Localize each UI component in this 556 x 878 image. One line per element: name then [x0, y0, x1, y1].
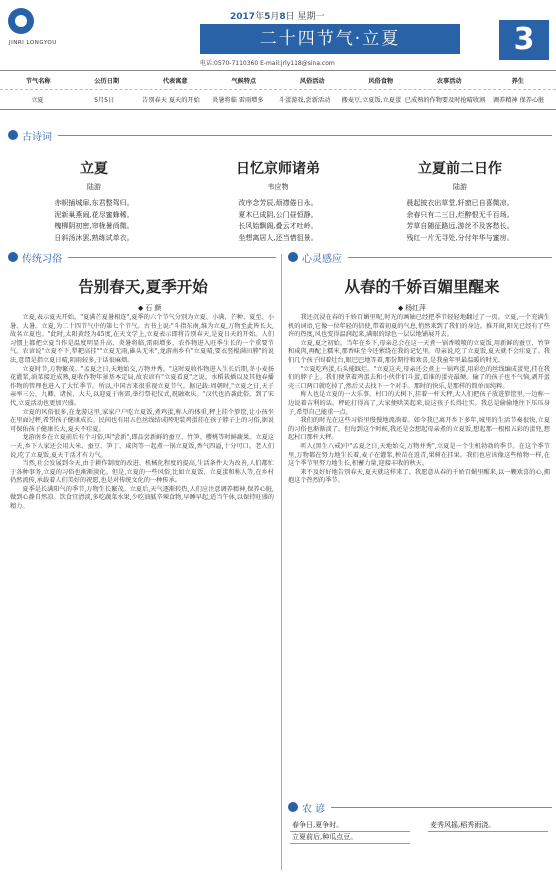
- logo-text: JINRI LONGYOU: [9, 40, 57, 46]
- article-paragraph: 我们的时光在这些习俗里慢慢地流淌着。如今我已离开乡下多年,城里的生活节奏很快,立夏的习俗也渐渐淡了。但每到这个时候,我还是会想起母亲煮的立夏饭,想起那一根根五彩的蛋兜,想起村口那杆大秤。: [288, 417, 550, 442]
- solar-header-cell: 公历日期: [94, 77, 120, 85]
- solar-term-table: [0, 70, 556, 110]
- page-title-bar: [200, 24, 460, 54]
- solar-header-cell: 风俗食物: [368, 77, 394, 85]
- left-article-title: 告别春天,夏季开始: [78, 277, 208, 296]
- column-divider: [281, 254, 282, 870]
- solar-table-header-row: [0, 71, 556, 90]
- page-number: 3: [499, 20, 549, 60]
- solar-value-cell: 调养精神 保养心脏: [492, 97, 545, 104]
- section-rule: [331, 807, 552, 808]
- article-paragraph: 听人(黑生八戒)中"孟夏之日,天地始交,万物并秀",立夏是一个生机勃勃的季节。在这个季节里,万物都在努力地生长着,麦子在灌浆,秧苗在返青,果树在挂果。我们也应该像这些植物一样,在这个季节里努力地生长,积蓄力量,迎接丰收的秋天。: [288, 442, 550, 468]
- solar-table-value-row: [0, 90, 556, 109]
- article-paragraph: 当然,社会发展到今天,由于耕作制度的改进、机械化程度的提高,生活条件大为改善,人们都忙于各种事务,立夏的习俗也渐渐淡化。但是,立夏的一些风俗,比如立夏饭、立夏蛋和称人等,在乡村仍然流传,承载着人们美好的祝愿,也是对传统文化的一种传承。: [10, 460, 274, 485]
- right-article-title: 从春的千娇百媚里醒来: [344, 277, 500, 296]
- poem-line: 赤帜插城扉,东君整驾归。: [54, 199, 134, 207]
- left-article-byline: ◆ 石 颜: [138, 304, 162, 312]
- agri-saying: 麦秀风摇,稻秀雨浇。: [428, 820, 548, 832]
- article-paragraph: 我还沉浸在春的千娇百媚里呢,时光的画轴已经把季节轻轻地翻过了一页。立夏,一个充满生机的词语,它像一位年轻的信使,带着初夏的气息,悄然来到了我们的身边。推开窗,阳光已经有了些许的热度,风也变得温润起来,满眼的绿色一层层地铺展开去。: [288, 314, 550, 339]
- poem-line: 芳草自随征路远,游丝不及客愁长。: [406, 222, 514, 230]
- solar-header-cell: 农事活动: [436, 77, 462, 85]
- section-rule: [68, 257, 276, 258]
- masthead: [0, 0, 556, 67]
- poem-lines: [198, 198, 358, 244]
- poem-lines: [14, 198, 174, 244]
- left-article-body: [10, 314, 274, 864]
- solar-value-cell: 搬麦豆,立夏饭,立夏蛋: [341, 97, 402, 104]
- contact-info: 电话:0570-7110360 E-mail:jrly118@sina.com: [200, 60, 335, 67]
- section-rule: [58, 135, 552, 136]
- solar-value-cell: 5月5日: [94, 97, 115, 104]
- page-title: 二十四节气·立夏: [259, 29, 401, 49]
- article-paragraph: 称人也是立夏的一大乐事。村口的大树下,挂着一杆大秤,大人们把孩子放进箩筐里,一边称一边说着吉利的话。秤砣打得高了,大家便哄笑起来,说这孩子长得壮实。我总是偷偷地往下压压身子,希望自己能重一点。: [288, 391, 550, 416]
- solar-header-cell: 风俗活动: [299, 77, 325, 85]
- poem-line: 改序念芳辰,烦襟倦日永。: [238, 199, 318, 207]
- article-paragraph: 来不及好好地告别春天,夏天就这样来了。我愿意从春的千娇百媚里醒来,以一颗欢喜的心,拥抱这个热烈的季节。: [288, 468, 550, 485]
- solar-header-cell: 代表寓意: [162, 77, 188, 85]
- poem-line: 晨起披衣出草堂,轩窗已自喜微凉。: [406, 199, 514, 207]
- agri-sayings-left: [290, 820, 410, 844]
- newspaper-logo-icon: [8, 8, 34, 34]
- section-label: 农 谚: [302, 803, 326, 815]
- poem-2: [198, 158, 358, 244]
- poem-line: 残红一片无寻处,分付年华与蜜房。: [406, 233, 514, 242]
- section-header-feeling: [288, 250, 552, 264]
- article-paragraph: 立夏,夏之初始。当年在乡下,母亲总会在这一天煮一锅香喷喷的立夏饭,用新鲜的蚕豆、竹笋和咸肉,再配上糯米,那香味至今还萦绕在我的记忆里。母亲说,吃了立夏饭,夏天就不会疰夏了。我们几个孩子围着灶台,眼巴巴地等着,那份期待和欢喜,是我童年里最温暖的时光。: [288, 339, 550, 364]
- solar-value-cell: 炎暑将临 雷雨增多: [212, 97, 264, 104]
- poem-title: 立夏前二日作: [418, 161, 502, 177]
- agri-saying: 春争日,夏争时。: [290, 820, 410, 832]
- solar-value-cell: 已成熟的作物要及时抢晴收割: [404, 97, 486, 104]
- solar-header-cell: 气候特点: [231, 77, 257, 85]
- poem-author: 陆游: [87, 183, 101, 191]
- article-paragraph: 龙游南乡在立夏前后有个习俗,叫"尝新",即品尝新鲜的蚕豆、竹笋、樱桃等时鲜蔬果。立夏这一天,乡下人家还会用大米、蚕豆、笋丁、咸肉等一起煮一锅立夏饭,香气四溢,十分可口。老人们说,吃了立夏饭,夏天干活才有力气。: [10, 434, 274, 459]
- poem-author: 陆游: [453, 183, 467, 191]
- solar-value-cell: 斗蛋游戏,尝新活动: [278, 97, 331, 104]
- right-article-body: [288, 314, 550, 794]
- poem-title: 立夏: [80, 161, 108, 177]
- section-dot-icon: [288, 252, 298, 262]
- right-article-byline: ◆ 杨红萍: [398, 304, 426, 312]
- poem-line: 余春只有二三日,烂醉恨无千百场。: [406, 210, 514, 219]
- poem-1: [14, 158, 174, 244]
- poem-line: 长风始飘阁,叠云才吐岭。: [238, 222, 318, 230]
- poem-line: 槐柳阴初密,帘栊暑尚微。: [54, 222, 134, 230]
- poem-line: 日斜汤沐罢,熟练试单衣。: [54, 233, 134, 242]
- article-paragraph: 立夏的风俗很多,在龙游这里,家家户户吃立夏饭,煮鸡蛋,称人的体重,秤上挂个箩筐,让小孩坐在里面过秤,希望孩子健康成长。民间也有用五色丝线结成网兜装鸡蛋挂在孩子脖子上的习俗,据说可保佑孩子健康长大,夏天不疰夏。: [10, 408, 274, 433]
- agri-sayings-right: [428, 820, 548, 832]
- poem-line: 泥新巢燕闹,花尽蜜蜂稀。: [54, 210, 134, 219]
- section-label: 古诗词: [22, 131, 52, 143]
- poem-line: 坐想离居人,还当惜徂景。: [238, 233, 318, 242]
- section-dot-icon: [8, 130, 18, 140]
- section-label: 传统习俗: [22, 253, 62, 265]
- agri-saying: 立夏前后,种瓜点豆。: [290, 832, 410, 844]
- section-rule: [348, 257, 552, 258]
- article-paragraph: 夏季是长满阳气的季节,万物生长繁茂。立夏后,天气逐渐转热,人们应注意调养精神,保养心脏,做到心静自然凉。饮食宜清淡,多吃蔬菜水果,少吃油腻辛辣食物,早睡早起,适当午休,以保持旺盛的精力。: [10, 485, 274, 511]
- article-paragraph: "立夏吃鸡蛋,石头能踩烂。"立夏这天,母亲还会煮上一锅鸡蛋,用彩色的丝线编成蛋兜,挂在我们的脖子上。我们便拿着鸡蛋去和小伙伴们斗蛋,看谁的蛋壳最硬。输了的孩子也不气恼,剥开蛋壳三口两口就吃掉了,然后又去找下一个对手。那时的快乐,是那样的简单而纯粹。: [288, 365, 550, 390]
- poem-line: 夏木已成阴,公门昼恒静。: [238, 210, 318, 219]
- section-dot-icon: [8, 252, 18, 262]
- solar-value-cell: 立夏: [31, 97, 44, 104]
- section-label: 心灵感应: [302, 253, 342, 265]
- section-dot-icon: [288, 802, 298, 812]
- section-header-legend: [8, 250, 276, 264]
- poem-lines: [370, 198, 550, 244]
- section-header-agri: [288, 800, 552, 814]
- article-paragraph: 立夏时节,万物繁茂。"孟夏之日,天地始交,万物并秀。"这时夏收作物进入生长后期,冬小麦扬花灌浆,油菜接近成熟,夏收作物年景基本定局,故农谚有"立夏看夏"之说。水稻栽插以及其他春播作物的管理也进入了大忙季节。所以,中国古来很重视立夏节气。据记载:周朝时,"立夏之日,天子亲率三公、九卿、诸侯、大夫,以迎夏于南郊,举行祭祀仪式,祝融欢庆。"汉代也沿袭此俗。到了宋代,立夏活动也更加兴盛。: [10, 365, 274, 407]
- poem-3: [370, 158, 550, 244]
- issue-date: 2017年5月8日 星期一: [230, 12, 325, 22]
- solar-header-cell: 养生: [511, 77, 524, 85]
- article-paragraph: 立夏,表示夏天开始。"夏满芒夏暑相连",夏季的六个节气分别为立夏、小满、芒种、夏至、小暑、大暑。立夏,为二十四节气中的第七个节气。古书上说:"斗指东南,维为立夏,万物至此皆长大,故名立夏也。"此时,太阳黄经为45度,在天文学上,立夏表示即将告别春天,是夏日天的开始。人们习惯上都把立夏当作是温度明显升高、炎暑将临,雷雨增多、农作物进入旺季生长的一个重要节气。农谚说"立夏不下,犁耙高挂""立夏无雨,碓头无米",龙游南乡有"立夏晴,要衣竖棍满田塍"的说法,意谓是指立夏日晴,阴雨较多,于话很麻烦。: [10, 314, 274, 364]
- solar-value-cell: 告别春天 夏天的开始: [142, 97, 200, 104]
- solar-header-cell: 节气名称: [25, 77, 51, 85]
- poem-author: 韦应物: [267, 183, 289, 191]
- poem-title: 日忆京师诸弟: [236, 161, 320, 177]
- section-header-poetry: [8, 128, 552, 142]
